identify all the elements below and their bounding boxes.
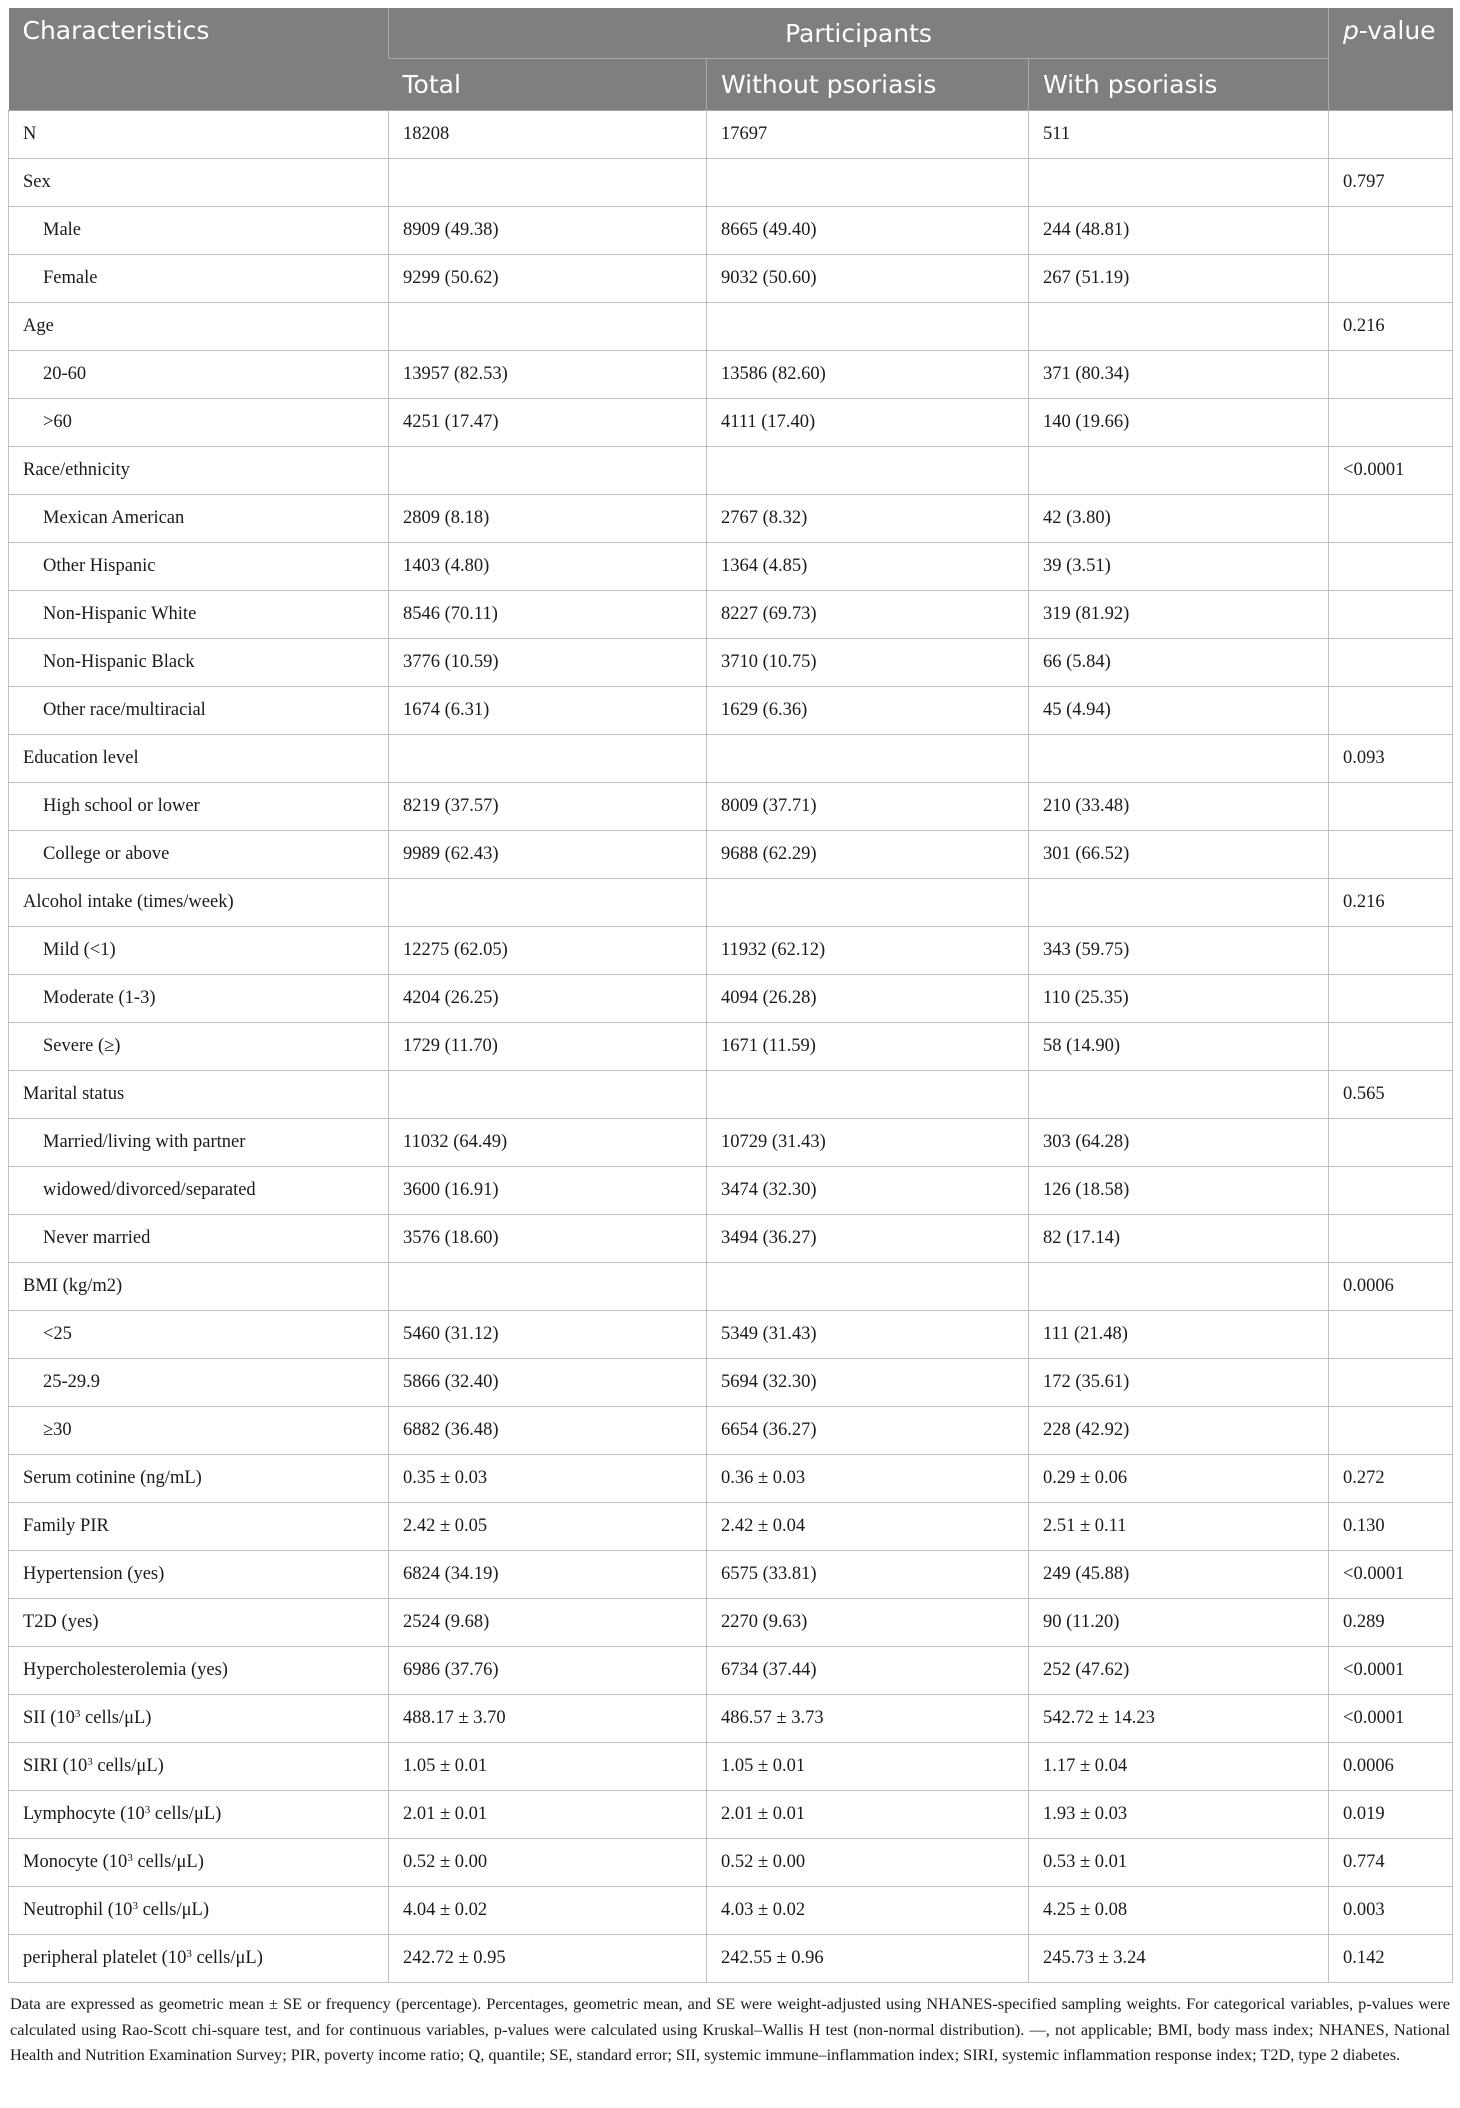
cell-without-psoriasis: [707, 1071, 1029, 1119]
row-label: [9, 1839, 389, 1887]
row-label-text: Moderate (1-3): [43, 988, 156, 1008]
table-row: [9, 1935, 1453, 1983]
cell-pvalue: 0.289: [1329, 1599, 1453, 1647]
cell-total: 5460 (31.12): [389, 1311, 707, 1359]
row-label-text: Education level: [23, 748, 139, 768]
cell-without-psoriasis: [707, 735, 1029, 783]
cell-total: 1674 (6.31): [389, 687, 707, 735]
row-label-text: 20-60: [43, 364, 87, 384]
cell-with-psoriasis: [1029, 159, 1329, 207]
table-row: [9, 1695, 1453, 1743]
cell-without-psoriasis: [707, 1263, 1029, 1311]
row-label-text: Mild (<1): [43, 940, 116, 960]
cell-pvalue: <0.0001: [1329, 1551, 1453, 1599]
table-footnote: Data are expressed as geometric mean ± SE or frequency (percentage). Percentages, geometric mean, and SE were weight-adjusted using NHANES-specified sampling weights. For categorical variables, p-values were calculated using Rao-Scott chi-square test, and for continuous variables, p-values were calculated using Kruskal–Wallis H test (non-normal distribution). —, not applicable; BMI, body mass index; NHANES, National Health and Nutrition Examination Survey; PIR, poverty income ratio; Q, quantile; SE, standard error; SII, systemic immune–inflammation index; SIRI, systemic inflammation response index; T2D, type 2 diabetes.: [10, 1994, 1450, 2064]
cell-total: 9989 (62.43): [389, 831, 707, 879]
cell-total: 2809 (8.18): [389, 495, 707, 543]
cell-without-psoriasis: 3710 (10.75): [707, 639, 1029, 687]
cell-with-psoriasis: [1029, 879, 1329, 927]
table-row: [9, 303, 1453, 351]
cell-with-psoriasis: 39 (3.51): [1029, 543, 1329, 591]
row-label: [9, 1647, 389, 1695]
table-row: [9, 639, 1453, 687]
cell-total: 13957 (82.53): [389, 351, 707, 399]
table-header: [9, 8, 1453, 111]
row-label-superscript: 3: [132, 1900, 138, 1912]
table-row: [9, 543, 1453, 591]
cell-total: 12275 (62.05): [389, 927, 707, 975]
row-label: [9, 1359, 389, 1407]
row-label-text: Non-Hispanic Black: [43, 652, 195, 672]
row-label: [9, 975, 389, 1023]
row-label-suffix: cells/μL): [80, 1708, 152, 1728]
cell-pvalue: 0.142: [1329, 1935, 1453, 1983]
row-label: [9, 1071, 389, 1119]
cell-total: [389, 303, 707, 351]
cell-without-psoriasis: 1629 (6.36): [707, 687, 1029, 735]
cell-with-psoriasis: 245.73 ± 3.24: [1029, 1935, 1329, 1983]
row-label-text: Never married: [43, 1228, 151, 1248]
table-row: [9, 1551, 1453, 1599]
row-label: [9, 1407, 389, 1455]
cell-without-psoriasis: [707, 447, 1029, 495]
cell-pvalue: 0.216: [1329, 879, 1453, 927]
row-label: [9, 543, 389, 591]
cell-total: 5866 (32.40): [389, 1359, 707, 1407]
table-row: [9, 783, 1453, 831]
table-row: [9, 1503, 1453, 1551]
cell-total: [389, 159, 707, 207]
cell-pvalue: [1329, 1407, 1453, 1455]
table-row: [9, 1215, 1453, 1263]
row-label: [9, 1503, 389, 1551]
cell-without-psoriasis: 9688 (62.29): [707, 831, 1029, 879]
row-label: [9, 879, 389, 927]
cell-with-psoriasis: 66 (5.84): [1029, 639, 1329, 687]
cell-total: 8219 (37.57): [389, 783, 707, 831]
cell-with-psoriasis: 126 (18.58): [1029, 1167, 1329, 1215]
cell-pvalue: [1329, 831, 1453, 879]
cell-pvalue: [1329, 1023, 1453, 1071]
row-label-text: widowed/divorced/separated: [43, 1180, 256, 1200]
cell-without-psoriasis: 4.03 ± 0.02: [707, 1887, 1029, 1935]
table-row: [9, 735, 1453, 783]
header-characteristics: Characteristics: [9, 8, 389, 111]
row-label-text: Alcohol intake (times/week): [23, 892, 234, 912]
table-row: [9, 591, 1453, 639]
row-label: [9, 735, 389, 783]
row-label: [9, 111, 389, 159]
row-label-text: Severe (≥): [43, 1036, 121, 1056]
row-label-text: Mexican American: [43, 508, 185, 528]
table-row: [9, 1023, 1453, 1071]
table-row: [9, 399, 1453, 447]
row-label: [9, 1551, 389, 1599]
header-pvalue-italic: p: [1343, 16, 1359, 45]
row-label: [9, 447, 389, 495]
cell-pvalue: [1329, 1215, 1453, 1263]
cell-total: 4251 (17.47): [389, 399, 707, 447]
cell-without-psoriasis: 11932 (62.12): [707, 927, 1029, 975]
table-row: [9, 351, 1453, 399]
cell-pvalue: 0.0006: [1329, 1743, 1453, 1791]
row-label-text: >60: [43, 412, 72, 432]
cell-total: 1729 (11.70): [389, 1023, 707, 1071]
row-label: [9, 1935, 389, 1983]
cell-pvalue: [1329, 495, 1453, 543]
row-label-text: Other race/multiracial: [43, 700, 206, 720]
cell-pvalue: [1329, 639, 1453, 687]
row-label: [9, 303, 389, 351]
cell-pvalue: [1329, 543, 1453, 591]
table-row: [9, 975, 1453, 1023]
table-row: [9, 831, 1453, 879]
cell-with-psoriasis: [1029, 447, 1329, 495]
cell-pvalue: [1329, 687, 1453, 735]
row-label-suffix: cells/μL): [132, 1852, 204, 1872]
table-row: [9, 879, 1453, 927]
table-row: [9, 1599, 1453, 1647]
cell-total: 6986 (37.76): [389, 1647, 707, 1695]
cell-with-psoriasis: [1029, 303, 1329, 351]
row-label: [9, 399, 389, 447]
cell-with-psoriasis: 252 (47.62): [1029, 1647, 1329, 1695]
row-label-text: Age: [23, 316, 54, 336]
row-label-superscript: 3: [186, 1948, 192, 1960]
cell-without-psoriasis: 1364 (4.85): [707, 543, 1029, 591]
cell-with-psoriasis: 172 (35.61): [1029, 1359, 1329, 1407]
cell-pvalue: [1329, 399, 1453, 447]
row-label: [9, 783, 389, 831]
row-label: [9, 1599, 389, 1647]
cell-without-psoriasis: 5349 (31.43): [707, 1311, 1029, 1359]
cell-pvalue: [1329, 351, 1453, 399]
table-row: [9, 927, 1453, 975]
table-row: [9, 1263, 1453, 1311]
cell-total: 8546 (70.11): [389, 591, 707, 639]
cell-without-psoriasis: 486.57 ± 3.73: [707, 1695, 1029, 1743]
row-label-text: Female: [43, 268, 98, 288]
cell-with-psoriasis: [1029, 735, 1329, 783]
row-label-text: Neutrophil (10: [23, 1900, 133, 1920]
cell-with-psoriasis: [1029, 1071, 1329, 1119]
cell-without-psoriasis: 17697: [707, 111, 1029, 159]
cell-pvalue: 0.0006: [1329, 1263, 1453, 1311]
cell-without-psoriasis: 8227 (69.73): [707, 591, 1029, 639]
cell-total: 3600 (16.91): [389, 1167, 707, 1215]
cell-total: 0.52 ± 0.00: [389, 1839, 707, 1887]
row-label: [9, 207, 389, 255]
row-label-text: High school or lower: [43, 796, 200, 816]
cell-total: 3776 (10.59): [389, 639, 707, 687]
row-label-text: peripheral platelet (10: [23, 1948, 187, 1968]
row-label-text: ≥30: [43, 1420, 72, 1440]
cell-without-psoriasis: 242.55 ± 0.96: [707, 1935, 1029, 1983]
table-row: [9, 1167, 1453, 1215]
cell-pvalue: 0.774: [1329, 1839, 1453, 1887]
cell-total: 488.17 ± 3.70: [389, 1695, 707, 1743]
table-row: [9, 159, 1453, 207]
cell-total: [389, 735, 707, 783]
cell-without-psoriasis: 1671 (11.59): [707, 1023, 1029, 1071]
header-pvalue: [1329, 8, 1453, 111]
row-label-text: Lymphocyte (10: [23, 1804, 145, 1824]
row-label-suffix: cells/μL): [150, 1804, 222, 1824]
cell-without-psoriasis: 2270 (9.63): [707, 1599, 1029, 1647]
row-label: [9, 1455, 389, 1503]
cell-with-psoriasis: 2.51 ± 0.11: [1029, 1503, 1329, 1551]
table-row: [9, 447, 1453, 495]
cell-total: 6882 (36.48): [389, 1407, 707, 1455]
table-row: [9, 1407, 1453, 1455]
cell-without-psoriasis: 0.52 ± 0.00: [707, 1839, 1029, 1887]
cell-without-psoriasis: 3494 (36.27): [707, 1215, 1029, 1263]
cell-with-psoriasis: 542.72 ± 14.23: [1029, 1695, 1329, 1743]
row-label: [9, 1167, 389, 1215]
table-container: [8, 8, 1452, 2068]
row-label-text: College or above: [43, 844, 170, 864]
cell-total: 2.01 ± 0.01: [389, 1791, 707, 1839]
table-row: [9, 1071, 1453, 1119]
cell-with-psoriasis: 249 (45.88): [1029, 1551, 1329, 1599]
row-label: [9, 1311, 389, 1359]
cell-with-psoriasis: 371 (80.34): [1029, 351, 1329, 399]
row-label: [9, 639, 389, 687]
row-label: [9, 1791, 389, 1839]
cell-with-psoriasis: 244 (48.81): [1029, 207, 1329, 255]
cell-pvalue: [1329, 1167, 1453, 1215]
cell-pvalue: <0.0001: [1329, 447, 1453, 495]
cell-total: 4.04 ± 0.02: [389, 1887, 707, 1935]
cell-pvalue: [1329, 111, 1453, 159]
cell-pvalue: 0.130: [1329, 1503, 1453, 1551]
cell-without-psoriasis: 8665 (49.40): [707, 207, 1029, 255]
cell-without-psoriasis: [707, 879, 1029, 927]
cell-with-psoriasis: 303 (64.28): [1029, 1119, 1329, 1167]
row-label-text: Monocyte (10: [23, 1852, 128, 1872]
table-row: [9, 1791, 1453, 1839]
cell-with-psoriasis: 210 (33.48): [1029, 783, 1329, 831]
cell-pvalue: [1329, 975, 1453, 1023]
row-label: [9, 1743, 389, 1791]
cell-total: [389, 1071, 707, 1119]
row-label-text: T2D (yes): [23, 1612, 99, 1632]
cell-pvalue: 0.019: [1329, 1791, 1453, 1839]
table-row: [9, 111, 1453, 159]
header-pvalue-rest: -value: [1358, 16, 1436, 45]
row-label: [9, 1119, 389, 1167]
cell-total: [389, 1263, 707, 1311]
row-label-text: Married/living with partner: [43, 1132, 246, 1152]
table-row: [9, 1839, 1453, 1887]
cell-without-psoriasis: 4111 (17.40): [707, 399, 1029, 447]
cell-pvalue: [1329, 207, 1453, 255]
row-label-text: Family PIR: [23, 1516, 109, 1536]
cell-with-psoriasis: 90 (11.20): [1029, 1599, 1329, 1647]
cell-without-psoriasis: 10729 (31.43): [707, 1119, 1029, 1167]
cell-with-psoriasis: 511: [1029, 111, 1329, 159]
row-label: [9, 255, 389, 303]
row-label-text: SIRI (10: [23, 1756, 88, 1776]
cell-total: 242.72 ± 0.95: [389, 1935, 707, 1983]
row-label: [9, 1263, 389, 1311]
cell-pvalue: [1329, 255, 1453, 303]
cell-pvalue: [1329, 1119, 1453, 1167]
header-participants: Participants: [389, 8, 1329, 59]
row-label-superscript: 3: [144, 1804, 151, 1816]
row-label-text: Serum cotinine (ng/mL): [23, 1468, 202, 1488]
table-row: [9, 207, 1453, 255]
table-row: [9, 1455, 1453, 1503]
cell-with-psoriasis: 1.93 ± 0.03: [1029, 1791, 1329, 1839]
cell-pvalue: 0.003: [1329, 1887, 1453, 1935]
header-total: Total: [389, 59, 707, 111]
cell-without-psoriasis: 0.36 ± 0.03: [707, 1455, 1029, 1503]
cell-with-psoriasis: 45 (4.94): [1029, 687, 1329, 735]
cell-with-psoriasis: 1.17 ± 0.04: [1029, 1743, 1329, 1791]
cell-pvalue: [1329, 591, 1453, 639]
cell-total: 1403 (4.80): [389, 543, 707, 591]
cell-without-psoriasis: 2.01 ± 0.01: [707, 1791, 1029, 1839]
table-row: [9, 1743, 1453, 1791]
table-row: [9, 495, 1453, 543]
cell-with-psoriasis: 4.25 ± 0.08: [1029, 1887, 1329, 1935]
cell-total: 4204 (26.25): [389, 975, 707, 1023]
row-label-text: Sex: [23, 172, 51, 192]
table-row: [9, 1887, 1453, 1935]
row-label: [9, 1023, 389, 1071]
row-label: [9, 495, 389, 543]
row-label: [9, 591, 389, 639]
cell-with-psoriasis: 0.29 ± 0.06: [1029, 1455, 1329, 1503]
cell-with-psoriasis: 301 (66.52): [1029, 831, 1329, 879]
cell-without-psoriasis: 9032 (50.60): [707, 255, 1029, 303]
cell-with-psoriasis: 110 (25.35): [1029, 975, 1329, 1023]
header-without-psoriasis: Without psoriasis: [707, 59, 1029, 111]
row-label-suffix: cells/μL): [191, 1948, 263, 1968]
row-label-superscript: 3: [74, 1708, 81, 1720]
cell-total: 9299 (50.62): [389, 255, 707, 303]
cell-with-psoriasis: 228 (42.92): [1029, 1407, 1329, 1455]
row-label-text: Other Hispanic: [43, 556, 156, 576]
cell-without-psoriasis: 8009 (37.71): [707, 783, 1029, 831]
cell-total: 1.05 ± 0.01: [389, 1743, 707, 1791]
row-label: [9, 159, 389, 207]
cell-total: [389, 879, 707, 927]
row-label-text: <25: [43, 1324, 72, 1344]
header-with-psoriasis: With psoriasis: [1029, 59, 1329, 111]
table-row: [9, 1311, 1453, 1359]
cell-with-psoriasis: 0.53 ± 0.01: [1029, 1839, 1329, 1887]
cell-pvalue: 0.216: [1329, 303, 1453, 351]
cell-without-psoriasis: 1.05 ± 0.01: [707, 1743, 1029, 1791]
row-label-superscript: 3: [127, 1852, 133, 1864]
cell-total: 6824 (34.19): [389, 1551, 707, 1599]
cell-without-psoriasis: 4094 (26.28): [707, 975, 1029, 1023]
cell-with-psoriasis: [1029, 1263, 1329, 1311]
cell-with-psoriasis: 82 (17.14): [1029, 1215, 1329, 1263]
row-label-text: BMI (kg/m2): [23, 1276, 123, 1296]
cell-total: 0.35 ± 0.03: [389, 1455, 707, 1503]
row-label: [9, 831, 389, 879]
cell-with-psoriasis: 42 (3.80): [1029, 495, 1329, 543]
cell-without-psoriasis: 6734 (37.44): [707, 1647, 1029, 1695]
cell-with-psoriasis: 140 (19.66): [1029, 399, 1329, 447]
table-row: [9, 687, 1453, 735]
row-label-suffix: cells/μL): [92, 1756, 164, 1776]
cell-pvalue: [1329, 1359, 1453, 1407]
cell-with-psoriasis: 58 (14.90): [1029, 1023, 1329, 1071]
row-label-superscript: 3: [87, 1756, 93, 1768]
row-label-text: Non-Hispanic White: [43, 604, 197, 624]
cell-total: 8909 (49.38): [389, 207, 707, 255]
cell-without-psoriasis: [707, 303, 1029, 351]
table-body: [9, 111, 1453, 1983]
row-label: [9, 927, 389, 975]
cell-with-psoriasis: 111 (21.48): [1029, 1311, 1329, 1359]
cell-pvalue: <0.0001: [1329, 1695, 1453, 1743]
table-row: [9, 1119, 1453, 1167]
cell-pvalue: [1329, 783, 1453, 831]
cell-without-psoriasis: 2.42 ± 0.04: [707, 1503, 1029, 1551]
cell-pvalue: 0.565: [1329, 1071, 1453, 1119]
cell-pvalue: 0.272: [1329, 1455, 1453, 1503]
cell-with-psoriasis: 343 (59.75): [1029, 927, 1329, 975]
cell-total: 2.42 ± 0.05: [389, 1503, 707, 1551]
cell-without-psoriasis: [707, 159, 1029, 207]
row-label-suffix: cells/μL): [137, 1900, 209, 1920]
row-label-text: Hypercholesterolemia (yes): [23, 1660, 228, 1680]
cell-without-psoriasis: 13586 (82.60): [707, 351, 1029, 399]
cell-without-psoriasis: 6575 (33.81): [707, 1551, 1029, 1599]
row-label-text: SII (10: [23, 1708, 75, 1728]
row-label-text: Race/ethnicity: [23, 460, 130, 480]
cell-without-psoriasis: 6654 (36.27): [707, 1407, 1029, 1455]
cell-pvalue: [1329, 927, 1453, 975]
cell-total: [389, 447, 707, 495]
cell-total: 2524 (9.68): [389, 1599, 707, 1647]
cell-without-psoriasis: 2767 (8.32): [707, 495, 1029, 543]
table-row: [9, 1647, 1453, 1695]
row-label: [9, 351, 389, 399]
cell-total: 11032 (64.49): [389, 1119, 707, 1167]
row-label: [9, 1215, 389, 1263]
characteristics-table: [8, 8, 1453, 1983]
cell-total: 3576 (18.60): [389, 1215, 707, 1263]
cell-pvalue: [1329, 1311, 1453, 1359]
cell-pvalue: <0.0001: [1329, 1647, 1453, 1695]
row-label-text: Hypertension (yes): [23, 1564, 165, 1584]
row-label-text: 25-29.9: [43, 1372, 101, 1392]
row-label: [9, 1887, 389, 1935]
cell-without-psoriasis: 3474 (32.30): [707, 1167, 1029, 1215]
table-row: [9, 255, 1453, 303]
cell-pvalue: 0.093: [1329, 735, 1453, 783]
cell-with-psoriasis: 267 (51.19): [1029, 255, 1329, 303]
table-row: [9, 1359, 1453, 1407]
row-label-text: Marital status: [23, 1084, 125, 1104]
cell-with-psoriasis: 319 (81.92): [1029, 591, 1329, 639]
cell-pvalue: 0.797: [1329, 159, 1453, 207]
row-label-text: N: [23, 124, 37, 144]
row-label: [9, 687, 389, 735]
row-label-text: Male: [43, 220, 82, 240]
row-label: [9, 1695, 389, 1743]
cell-without-psoriasis: 5694 (32.30): [707, 1359, 1029, 1407]
cell-total: 18208: [389, 111, 707, 159]
